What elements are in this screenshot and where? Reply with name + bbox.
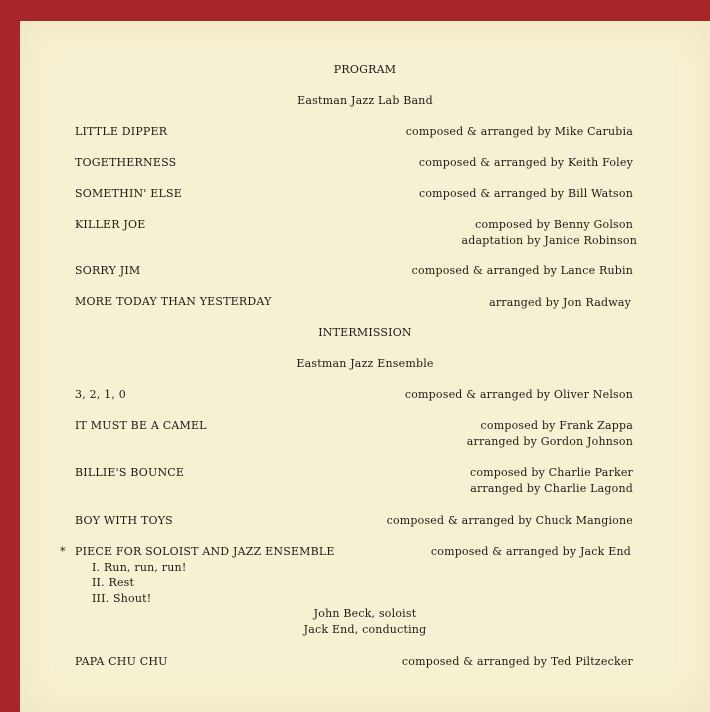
- band-name-lab-band: Eastman Jazz Lab Band: [297, 94, 433, 107]
- movement-item: I. Run, run, run!: [92, 561, 187, 574]
- piece-title: SOMETHIN' ELSE: [75, 187, 182, 200]
- piece-credit: composed & arranged by Ted Piltzecker: [401, 655, 633, 668]
- movement-item: II. Rest: [92, 576, 135, 589]
- piece-credit: composed by Benny Golson: [475, 218, 633, 231]
- asterisk-mark: *: [60, 545, 66, 558]
- piece-credit: composed & arranged by Jack End: [430, 545, 631, 558]
- piece-credit: composed by Frank Zappa: [480, 419, 633, 432]
- soloist-credit: John Beck, soloist: [313, 607, 417, 620]
- program-sheet: [20, 21, 710, 712]
- piece-credit: composed by Charlie Parker: [469, 466, 633, 479]
- piece-title: IT MUST BE A CAMEL: [75, 419, 207, 432]
- piece-credit-secondary: arranged by Charlie Lagond: [470, 482, 633, 495]
- band-name-jazz-ensemble: Eastman Jazz Ensemble: [296, 357, 434, 370]
- intermission-heading: INTERMISSION: [318, 326, 412, 339]
- piece-title: LITTLE DIPPER: [75, 125, 168, 138]
- program-heading: PROGRAM: [333, 63, 397, 76]
- piece-title: PIECE FOR SOLOIST AND JAZZ ENSEMBLE: [75, 545, 335, 558]
- piece-credit: composed & arranged by Chuck Mangione: [386, 514, 633, 527]
- conductor-credit: Jack End, conducting: [303, 623, 427, 636]
- piece-title: KILLER JOE: [75, 218, 146, 231]
- piece-credit: composed & arranged by Oliver Nelson: [404, 388, 633, 401]
- piece-title: PAPA CHU CHU: [75, 655, 168, 668]
- piece-title: MORE TODAY THAN YESTERDAY: [75, 295, 272, 308]
- piece-credit: composed & arranged by Lance Rubin: [411, 264, 633, 277]
- piece-title: SORRY JIM: [75, 264, 141, 277]
- piece-title: BILLIE'S BOUNCE: [75, 466, 185, 479]
- piece-credit: composed & arranged by Mike Carubia: [405, 125, 633, 138]
- piece-title: BOY WITH TOYS: [75, 514, 173, 527]
- piece-title: TOGETHERNESS: [75, 156, 177, 169]
- piece-credit: composed & arranged by Bill Watson: [418, 187, 633, 200]
- piece-credit: composed & arranged by Keith Foley: [418, 156, 633, 169]
- piece-title: 3, 2, 1, 0: [75, 388, 126, 401]
- piece-credit: arranged by Jon Radway: [489, 296, 631, 309]
- piece-credit-secondary: adaptation by Janice Robinson: [461, 234, 637, 247]
- movement-item: III. Shout!: [92, 592, 152, 605]
- piece-credit-secondary: arranged by Gordon Johnson: [466, 435, 633, 448]
